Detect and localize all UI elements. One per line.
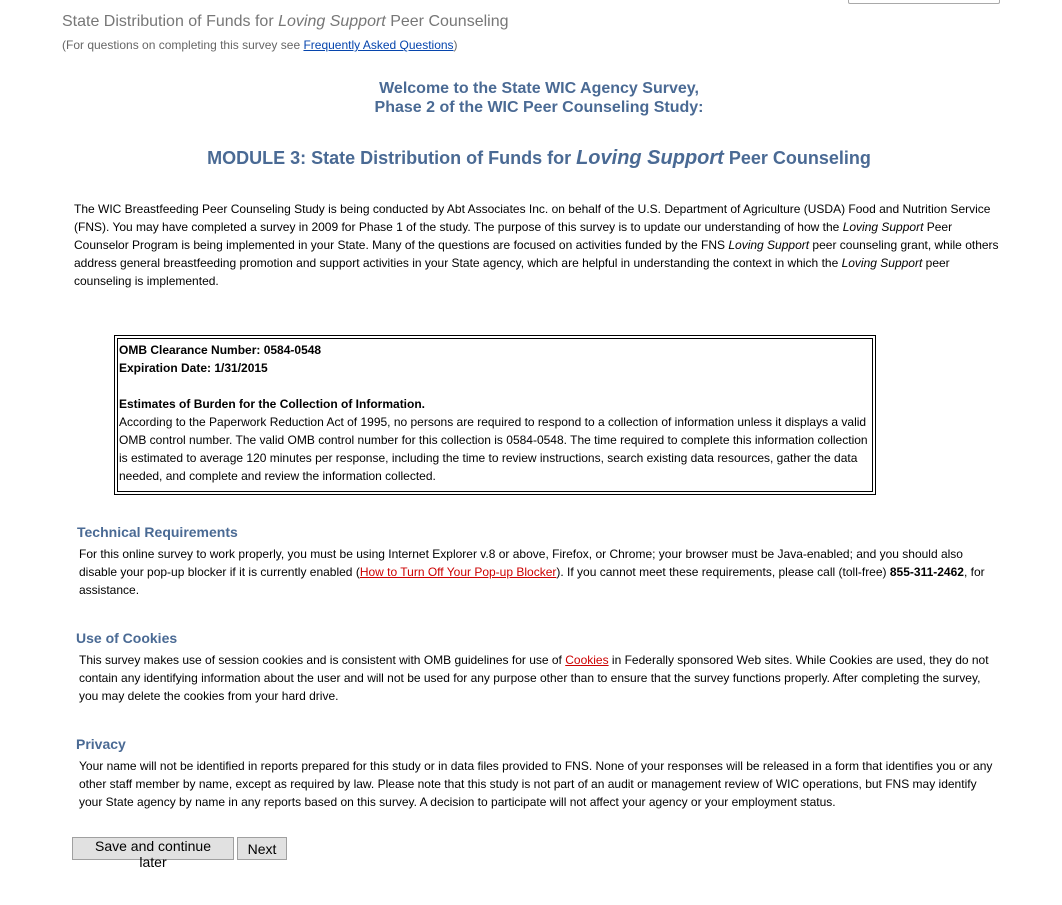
intro-italic-3: Loving Support [841, 256, 923, 270]
faq-link[interactable]: Frequently Asked Questions [303, 38, 454, 52]
welcome-heading [0, 79, 1062, 117]
cookies-heading: Use of Cookies [76, 630, 178, 646]
omb-burden-title: Estimates of Burden for the Collection of Information. [119, 397, 426, 411]
faq-note-suffix: ) [453, 38, 458, 52]
intro-text-1: The WIC Breastfeeding Peer Counseling Study is being conducted by Abt Associates Inc. on behalf of the U.S. Department of Agriculture (USDA) Food and Nutrition Service (FNS). You may have completed a survey in 2009 for Phase 1 of the study. The purpose of this survey is to update our understanding of how the [74, 202, 991, 234]
intro-text-4: peer counseling is implemented. [74, 256, 950, 288]
module-italic: Loving Support [576, 147, 724, 169]
privacy-paragraph: Your name will not be identified in reports prepared for this study or in data files provided to FNS. None of your responses will be released in a form that identifies you or any other staff member by name, except as required by law. Please note that this study is not part of an audit or management review of WIC operations, but FNS may identify your State agency by name in any reports based on this survey. A decision to participate will not affect your agency or your employment status. [79, 759, 993, 809]
omb-notice-box [114, 335, 876, 495]
page-title-suffix: Peer Counseling [385, 13, 509, 30]
technical-text-3: , for assistance. [79, 565, 985, 597]
top-input-box[interactable] [848, 0, 1000, 4]
omb-expiration-date: Expiration Date: 1/31/2015 [119, 361, 268, 375]
module-prefix: MODULE 3: State Distribution of Funds for [207, 148, 577, 168]
module-suffix: Peer Counseling [723, 148, 871, 168]
intro-text-2: Peer Counselor Program is being implemented in your State. Many of the questions are focused on activities funded by the FNS [74, 220, 953, 252]
save-and-continue-later-button[interactable]: Save and continue later [72, 837, 234, 860]
intro-paragraph [74, 200, 1004, 290]
intro-italic-2: Loving Support [728, 238, 810, 252]
popup-blocker-link[interactable]: How to Turn Off Your Pop-up Blocker [359, 565, 557, 579]
welcome-line-2: Phase 2 of the WIC Peer Counseling Study: [374, 99, 704, 116]
technical-text-2: ). If you cannot meet these requirements, please call (toll-free) [556, 565, 890, 579]
technical-heading: Technical Requirements [77, 524, 238, 540]
omb-burden-text: According to the Paperwork Reduction Act of 1995, no persons are required to respond to a collection of information unless it displays a valid OMB control number. The valid OMB control number for this collection is 0584-0548. The time required to complete this information collection is estimated to average 120 minutes per response, including the time to review instructions, search existing data resources, gather the data needed, and complete and review the information collected. [119, 415, 868, 483]
page-title-italic: Loving Support [278, 13, 386, 30]
omb-clearance-number: OMB Clearance Number: 0584-0548 [119, 343, 322, 357]
faq-note-prefix: (For questions on completing this survey see [62, 38, 304, 52]
next-button[interactable]: Next [237, 837, 287, 860]
technical-text-1: For this online survey to work properly, you must be using Internet Explorer v.8 or above, Firefox, or Chrome; your browser must be Java-enabled; and you should also disable your pop-up blocker if it is currently enabled ( [79, 547, 963, 579]
page-title-prefix: State Distribution of Funds for [62, 13, 279, 30]
technical-paragraph [79, 545, 999, 599]
welcome-line-1: Welcome to the State WIC Agency Survey, [379, 80, 699, 97]
intro-text-3: peer counseling grant, while others address general breastfeeding promotion and support activities in your State agency, which are helpful in understanding the context in which the [74, 238, 999, 270]
cookies-paragraph [79, 651, 999, 705]
faq-note [62, 38, 458, 52]
page-title [62, 13, 509, 31]
privacy-heading: Privacy [76, 736, 126, 752]
module-heading [0, 147, 1062, 170]
cookies-text-2: in Federally sponsored Web sites. While Cookies are used, they do not contain any identifying information about the user and will not be used for any purpose other than to ensure that the survey functions properly. After completing the survey, you may delete the cookies from your hard drive. [79, 653, 989, 703]
intro-italic-1: Loving Support [842, 220, 924, 234]
toll-free-phone: 855-311-2462 [889, 565, 964, 579]
cookies-text-1: This survey makes use of session cookies and is consistent with OMB guidelines for use of [79, 653, 566, 667]
cookies-link[interactable]: Cookies [565, 653, 609, 667]
